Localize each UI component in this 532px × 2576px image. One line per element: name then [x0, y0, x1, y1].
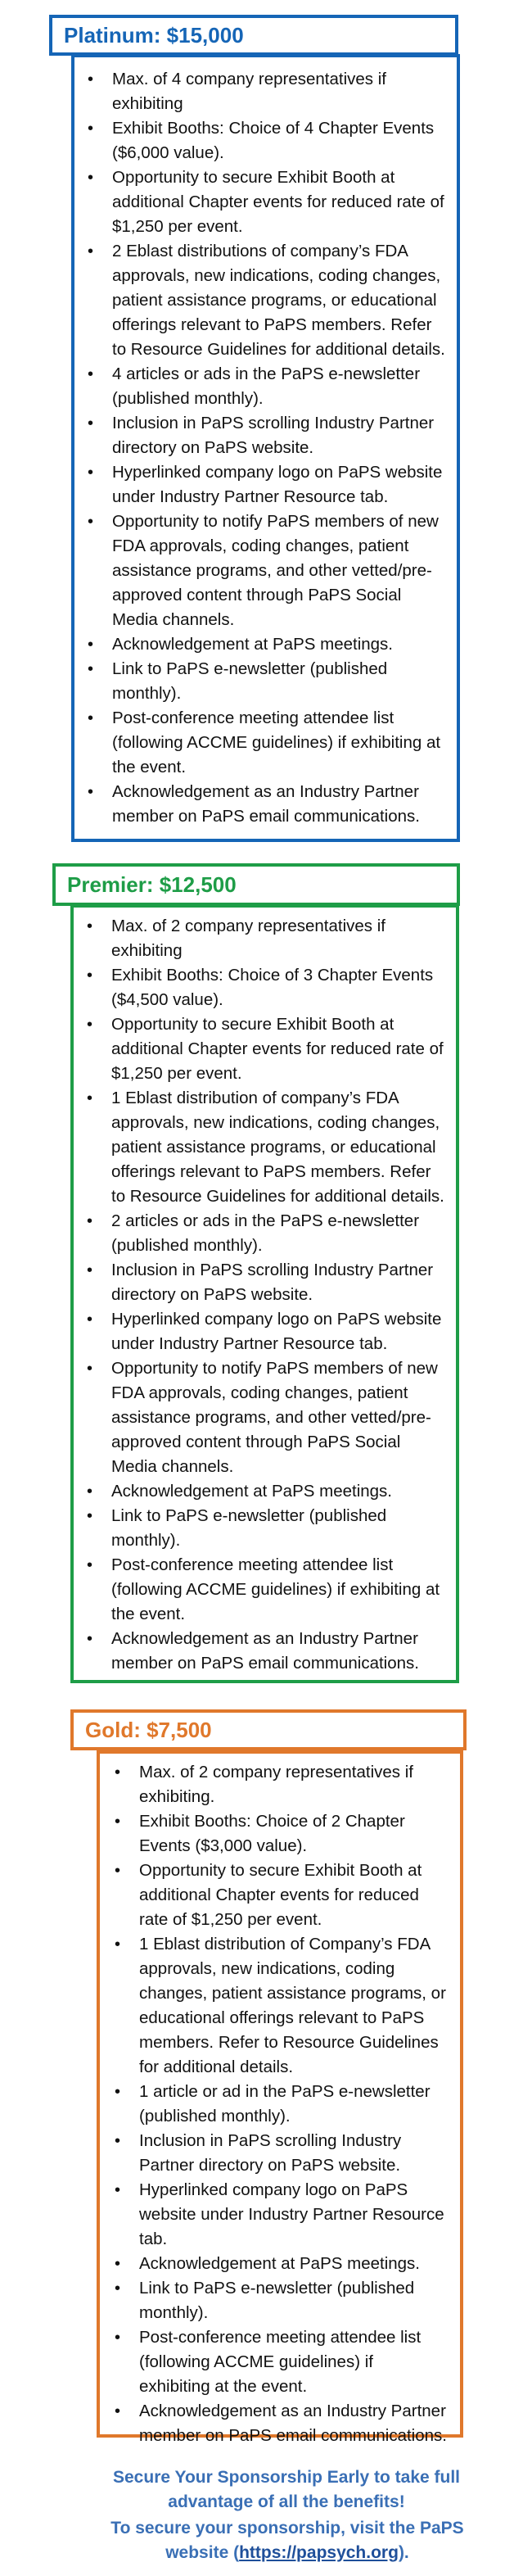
list-item: • Opportunity to secure Exhibit Booth at additional Chapter events for reduced rate of $1,250 per event. [74, 1012, 456, 1086]
bullet-icon: • [115, 1935, 121, 1954]
bullet-icon: • [115, 1862, 121, 1880]
bullet-icon: • [115, 2083, 121, 2101]
papsych-website-link[interactable]: https://papsych.org [239, 2543, 399, 2562]
list-item: • Acknowledgement at PaPS meetings. [100, 2252, 460, 2276]
bullet-icon: • [87, 1630, 93, 1648]
bullet-icon: • [87, 1360, 93, 1378]
visit-suffix-text: ). [398, 2543, 409, 2562]
bullet-icon: • [87, 1089, 93, 1107]
premier-tier-heading [52, 863, 460, 906]
list-item: • Post-conference meeting attendee list (following ACCME guidelines) if exhibiting at the event. [100, 2325, 460, 2399]
list-item: • Acknowledgement as an Industry Partner member on PaPS email communications. [74, 1627, 456, 1676]
list-item: • Exhibit Booths: Choice of 2 Chapter Events ($3,000 value). [100, 1809, 460, 1858]
list-item: • 1 Eblast distribution of company’s FDA approvals, new indications, coding changes, patient assistance programs, or educational offerings relevant to PaPS members. Refer to Resource Guidelines for additional details. [74, 1086, 456, 1209]
list-item: • Link to PaPS e-newsletter (published monthly). [100, 2276, 460, 2325]
list-item: • Opportunity to secure Exhibit Booth at additional Chapter events for reduced rate of $1,250 per event. [100, 1858, 460, 1932]
list-item: • 4 articles or ads in the PaPS e-newsletter (published monthly). [74, 362, 457, 411]
bullet-icon: • [87, 1556, 93, 1574]
list-item: • Inclusion in PaPS scrolling Industry Partner directory on PaPS website. [74, 1258, 456, 1307]
bullet-icon: • [88, 242, 94, 260]
list-item: • 1 Eblast distribution of Company’s FDA approvals, new indications, coding changes, patient assistance programs, or educational offerings relevant to PaPS members. Refer to Resource Guidelines for additional details. [100, 1932, 460, 2080]
list-item: • Post-conference meeting attendee list (following ACCME guidelines) if exhibiting at the event. [74, 706, 457, 780]
sponsorship-visit-callout [79, 2516, 496, 2565]
bullet-icon: • [87, 1261, 93, 1279]
list-item: • 2 Eblast distributions of company’s FDA approvals, new indications, coding changes, patient assistance programs, or educational offerings relevant to PaPS members. Refer to Resource Guidelines for additional details. [74, 239, 457, 362]
list-item: • Max. of 2 company representatives if exhibiting. [100, 1760, 460, 1809]
bullet-icon: • [88, 414, 94, 432]
visit-prefix-text: To secure your sponsorship, visit the PaPS website ( [110, 2519, 464, 2562]
list-item: • Max. of 2 company representatives if exhibiting [74, 914, 456, 963]
platinum-tier-heading [49, 15, 458, 56]
list-item: • Opportunity to notify PaPS members of new FDA approvals, coding changes, patient assistance programs, and other vetted/pre-approved content through PaPS Social Media channels. [74, 1356, 456, 1479]
bullet-icon: • [115, 2255, 121, 2273]
bullet-icon: • [87, 1212, 93, 1230]
list-item: • Hyperlinked company logo on PaPS website under Industry Partner Resource tab. [74, 1307, 456, 1356]
bullet-icon: • [88, 120, 94, 138]
bullet-icon: • [87, 1311, 93, 1329]
early-callout-text: Secure Your Sponsorship Early to take full advantage of all the benefits! [113, 2468, 460, 2511]
bullet-icon: • [88, 709, 94, 727]
platinum-benefits-list [74, 67, 457, 829]
list-item: • Acknowledgement at PaPS meetings. [74, 1479, 456, 1504]
gold-tier-heading [70, 1709, 467, 1750]
bullet-icon: • [87, 1507, 93, 1525]
sponsorship-early-callout [82, 2465, 491, 2515]
bullet-icon: • [88, 660, 94, 678]
bullet-icon: • [88, 783, 94, 801]
list-item: • Acknowledgement as an Industry Partner member on PaPS email communications. [74, 780, 457, 829]
bullet-icon: • [87, 967, 93, 985]
bullet-icon: • [88, 464, 94, 482]
bullet-icon: • [88, 513, 94, 531]
list-item: • 1 article or ad in the PaPS e-newsletter (published monthly). [100, 2080, 460, 2129]
bullet-icon: • [88, 169, 94, 187]
bullet-icon: • [88, 636, 94, 654]
list-item: • Exhibit Booths: Choice of 4 Chapter Events ($6,000 value). [74, 116, 457, 165]
bullet-icon: • [115, 2402, 121, 2420]
list-item: • Hyperlinked company logo on PaPS website under Industry Partner Resource tab. [100, 2178, 460, 2252]
platinum-benefits-box [71, 54, 460, 842]
platinum-tier-title: Platinum: $15,000 [64, 23, 244, 48]
list-item: • Opportunity to notify PaPS members of new FDA approvals, coding changes, patient assistance programs, and other vetted/pre-approved content through PaPS Social Media channels. [74, 509, 457, 632]
list-item: • Max. of 4 company representatives if exhibiting [74, 67, 457, 116]
bullet-icon: • [115, 1813, 121, 1831]
list-item: • Opportunity to secure Exhibit Booth at additional Chapter events for reduced rate of $1,250 per event. [74, 165, 457, 239]
list-item: • Inclusion in PaPS scrolling Industry Partner directory on PaPS website. [74, 411, 457, 460]
bullet-icon: • [115, 2181, 121, 2199]
premier-benefits-list [74, 914, 456, 1676]
bullet-icon: • [115, 2329, 121, 2347]
bullet-icon: • [115, 2132, 121, 2150]
gold-benefits-list [100, 1760, 460, 2448]
list-item: • Hyperlinked company logo on PaPS website under Industry Partner Resource tab. [74, 460, 457, 509]
list-item: • Acknowledgement as an Industry Partner member on PaPS email communications. [100, 2399, 460, 2448]
bullet-icon: • [115, 1763, 121, 1781]
premier-benefits-box [70, 904, 459, 1683]
list-item: • Post-conference meeting attendee list (following ACCME guidelines) if exhibiting at the event. [74, 1553, 456, 1627]
list-item: • 2 articles or ads in the PaPS e-newsletter (published monthly). [74, 1209, 456, 1258]
list-item: • Link to PaPS e-newsletter (published monthly). [74, 1504, 456, 1553]
list-item: • Link to PaPS e-newsletter (published monthly). [74, 657, 457, 706]
bullet-icon: • [88, 70, 94, 88]
bullet-icon: • [87, 1483, 93, 1501]
bullet-icon: • [88, 365, 94, 383]
gold-tier-title: Gold: $7,500 [85, 1718, 212, 1742]
bullet-icon: • [87, 1016, 93, 1034]
bullet-icon: • [115, 2279, 121, 2298]
list-item: • Acknowledgement at PaPS meetings. [74, 632, 457, 657]
bullet-icon: • [87, 917, 93, 935]
list-item: • Inclusion in PaPS scrolling Industry Partner directory on PaPS website. [100, 2129, 460, 2178]
gold-benefits-box [97, 1750, 463, 2445]
list-item: • Exhibit Booths: Choice of 3 Chapter Events ($4,500 value). [74, 963, 456, 1012]
premier-tier-title: Premier: $12,500 [67, 872, 237, 897]
